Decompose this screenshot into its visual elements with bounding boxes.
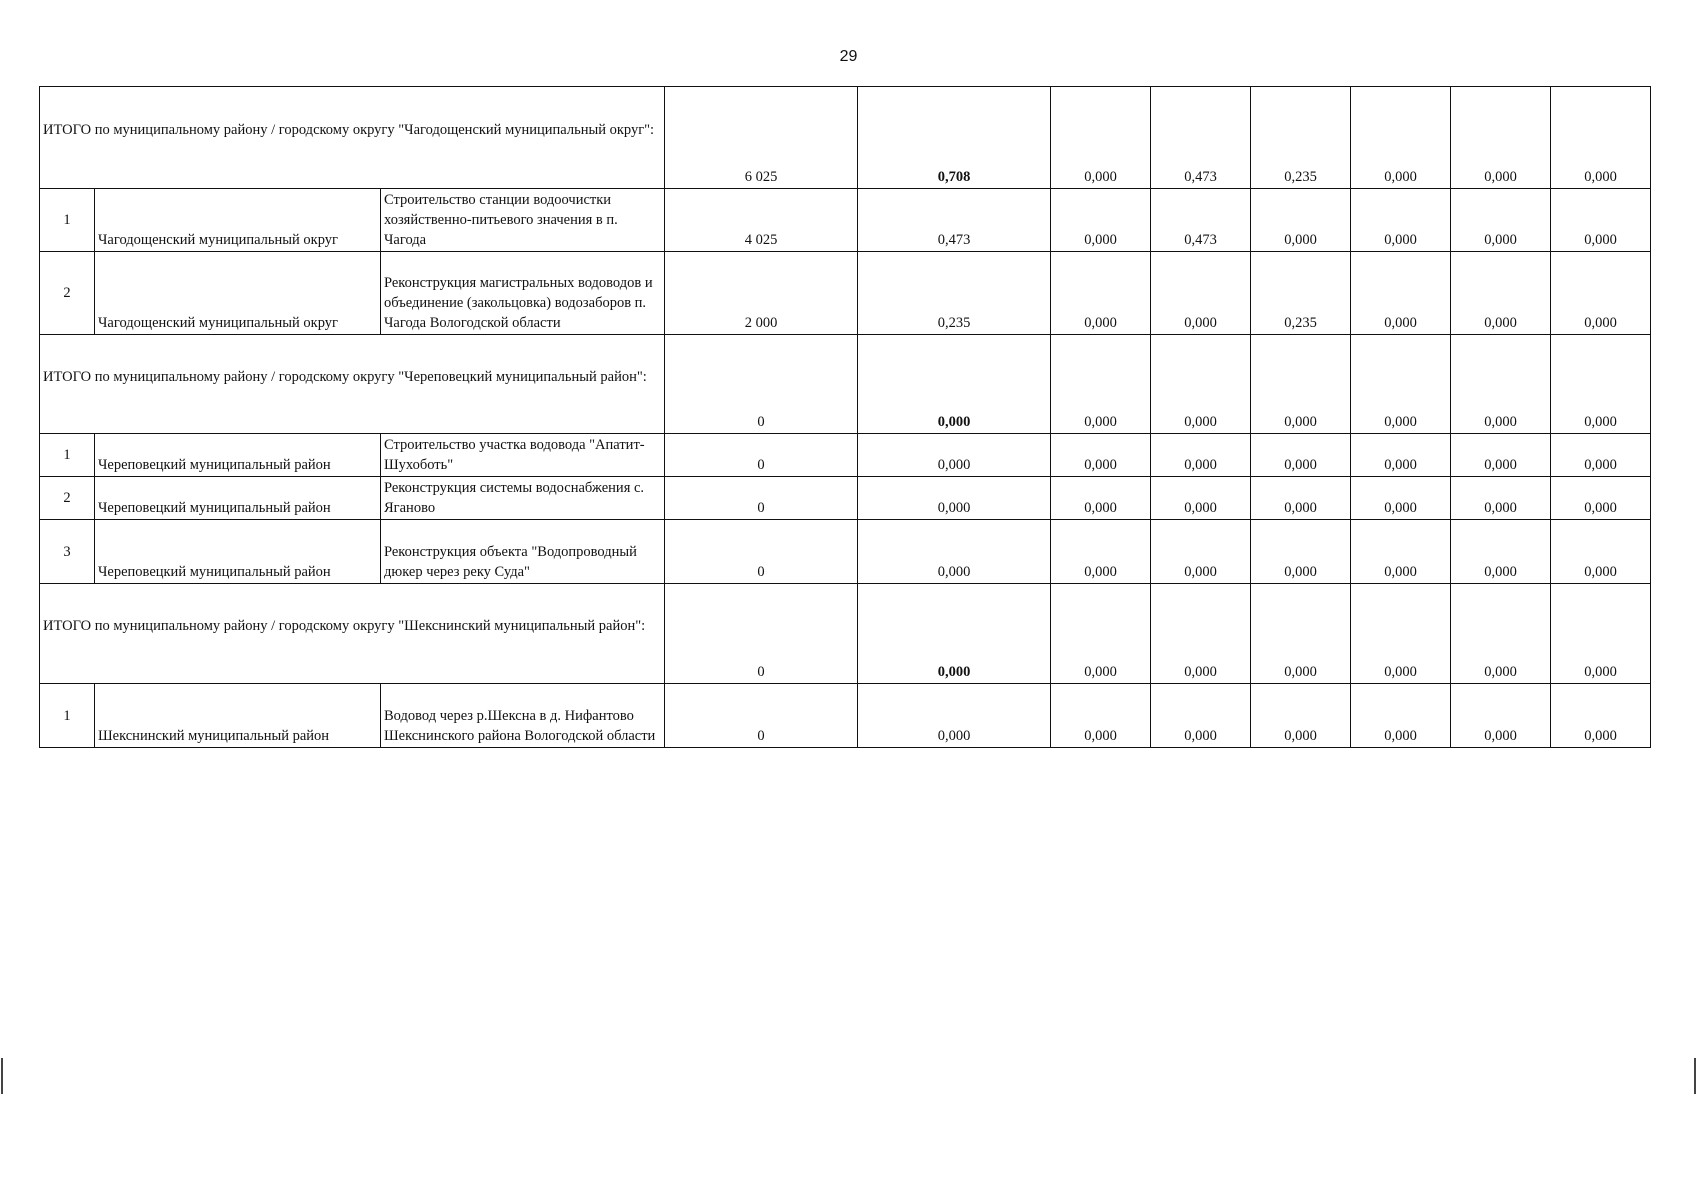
row-value: 0,000 bbox=[1551, 434, 1651, 477]
total-value: 0,000 bbox=[1451, 584, 1551, 684]
district-name: Череповецкий муниципальный район bbox=[95, 477, 381, 520]
object-name: Реконструкция магистральных водоводов и объединение (закольцовка) водозаборов п. Чагода Вологодской области bbox=[381, 252, 665, 335]
left-binding-mark bbox=[1, 1058, 3, 1094]
total-row bbox=[40, 87, 1651, 189]
row-value: 0,000 bbox=[1251, 684, 1351, 748]
total-value: 0,000 bbox=[1051, 335, 1151, 434]
row-value: 0,000 bbox=[1051, 252, 1151, 335]
table-row bbox=[40, 520, 1651, 584]
total-value: 0,000 bbox=[1351, 584, 1451, 684]
row-value: 0,000 bbox=[1551, 684, 1651, 748]
row-value: 0,000 bbox=[1451, 189, 1551, 252]
total-value: 0,473 bbox=[1151, 87, 1251, 189]
row-value: 4 025 bbox=[665, 189, 858, 252]
district-name: Чагодощенский муниципальный округ bbox=[95, 252, 381, 335]
total-value: 0,000 bbox=[858, 335, 1051, 434]
row-value: 0,000 bbox=[1551, 477, 1651, 520]
row-value: 0,000 bbox=[1351, 252, 1451, 335]
row-number: 3 bbox=[40, 520, 95, 584]
row-value: 0,000 bbox=[1251, 477, 1351, 520]
total-label: ИТОГО по муниципальному району / городскому округу "Шекснинский муниципальный район": bbox=[40, 584, 665, 684]
row-value: 0,000 bbox=[1051, 477, 1151, 520]
row-value: 0,000 bbox=[1151, 684, 1251, 748]
row-value: 0 bbox=[665, 684, 858, 748]
total-value: 6 025 bbox=[665, 87, 858, 189]
object-name: Строительство станции водоочистки хозяйственно-питьевого значения в п. Чагода bbox=[381, 189, 665, 252]
row-number: 1 bbox=[40, 684, 95, 748]
total-value: 0,000 bbox=[1051, 87, 1151, 189]
total-value: 0,000 bbox=[858, 584, 1051, 684]
row-value: 0,000 bbox=[858, 520, 1051, 584]
row-value: 0,000 bbox=[1051, 434, 1151, 477]
row-value: 2 000 bbox=[665, 252, 858, 335]
row-value: 0,000 bbox=[1351, 520, 1451, 584]
total-label: ИТОГО по муниципальному району / городскому округу "Череповецкий муниципальный район": bbox=[40, 335, 665, 434]
district-name: Череповецкий муниципальный район bbox=[95, 520, 381, 584]
row-number: 1 bbox=[40, 434, 95, 477]
total-value: 0 bbox=[665, 335, 858, 434]
right-binding-mark bbox=[1694, 1058, 1696, 1094]
row-number: 2 bbox=[40, 252, 95, 335]
total-value: 0,000 bbox=[1151, 584, 1251, 684]
row-value: 0,000 bbox=[1551, 520, 1651, 584]
total-value: 0,000 bbox=[1251, 335, 1351, 434]
total-row bbox=[40, 335, 1651, 434]
row-value: 0,000 bbox=[1151, 477, 1251, 520]
object-name: Реконструкция системы водоснабжения с. Ягановo bbox=[381, 477, 665, 520]
table-row bbox=[40, 189, 1651, 252]
row-value: 0,000 bbox=[1051, 520, 1151, 584]
row-value: 0,000 bbox=[1451, 520, 1551, 584]
table-row bbox=[40, 434, 1651, 477]
table-row bbox=[40, 252, 1651, 335]
row-value: 0 bbox=[665, 434, 858, 477]
total-value: 0,708 bbox=[858, 87, 1051, 189]
table-row bbox=[40, 477, 1651, 520]
row-number: 1 bbox=[40, 189, 95, 252]
row-value: 0,000 bbox=[858, 684, 1051, 748]
total-label: ИТОГО по муниципальному району / городскому округу "Чагодощенский муниципальный округ": bbox=[40, 87, 665, 189]
total-value: 0,000 bbox=[1351, 87, 1451, 189]
row-value: 0,000 bbox=[1351, 684, 1451, 748]
district-name: Чагодощенский муниципальный округ bbox=[95, 189, 381, 252]
total-value: 0 bbox=[665, 584, 858, 684]
total-value: 0,000 bbox=[1451, 87, 1551, 189]
total-value: 0,000 bbox=[1051, 584, 1151, 684]
total-value: 0,000 bbox=[1251, 584, 1351, 684]
row-value: 0,000 bbox=[1051, 684, 1151, 748]
total-value: 0,000 bbox=[1351, 335, 1451, 434]
row-value: 0,000 bbox=[1151, 434, 1251, 477]
object-name: Водовод через р.Шексна в д. Нифантово Шекснинского района Вологодской области bbox=[381, 684, 665, 748]
row-value: 0,000 bbox=[1251, 520, 1351, 584]
row-value: 0,235 bbox=[858, 252, 1051, 335]
row-value: 0,000 bbox=[1351, 477, 1451, 520]
row-value: 0 bbox=[665, 520, 858, 584]
object-name: Строительство участка водовода "Апатит-Шухоботь" bbox=[381, 434, 665, 477]
total-value: 0,000 bbox=[1551, 335, 1651, 434]
district-name: Шекснинский муниципальный район bbox=[95, 684, 381, 748]
row-value: 0,000 bbox=[1251, 189, 1351, 252]
row-number: 2 bbox=[40, 477, 95, 520]
row-value: 0,000 bbox=[1451, 684, 1551, 748]
funding-table bbox=[39, 86, 1651, 748]
row-value: 0,000 bbox=[1451, 252, 1551, 335]
total-row bbox=[40, 584, 1651, 684]
row-value: 0,000 bbox=[1451, 477, 1551, 520]
row-value: 0,473 bbox=[858, 189, 1051, 252]
page-number: 29 bbox=[839, 48, 858, 65]
row-value: 0,000 bbox=[858, 434, 1051, 477]
row-value: 0,000 bbox=[1151, 520, 1251, 584]
object-name: Реконструкция объекта "Водопроводный дюкер через реку Суда" bbox=[381, 520, 665, 584]
district-name: Череповецкий муниципальный район bbox=[95, 434, 381, 477]
row-value: 0,235 bbox=[1251, 252, 1351, 335]
row-value: 0,000 bbox=[1451, 434, 1551, 477]
row-value: 0 bbox=[665, 477, 858, 520]
row-value: 0,000 bbox=[1151, 252, 1251, 335]
table-body bbox=[40, 87, 1651, 748]
row-value: 0,473 bbox=[1151, 189, 1251, 252]
row-value: 0,000 bbox=[1351, 434, 1451, 477]
table-row bbox=[40, 684, 1651, 748]
total-value: 0,000 bbox=[1551, 584, 1651, 684]
row-value: 0,000 bbox=[1351, 189, 1451, 252]
row-value: 0,000 bbox=[1551, 252, 1651, 335]
total-value: 0,000 bbox=[1551, 87, 1651, 189]
total-value: 0,235 bbox=[1251, 87, 1351, 189]
row-value: 0,000 bbox=[1551, 189, 1651, 252]
row-value: 0,000 bbox=[1251, 434, 1351, 477]
total-value: 0,000 bbox=[1151, 335, 1251, 434]
total-value: 0,000 bbox=[1451, 335, 1551, 434]
row-value: 0,000 bbox=[858, 477, 1051, 520]
row-value: 0,000 bbox=[1051, 189, 1151, 252]
